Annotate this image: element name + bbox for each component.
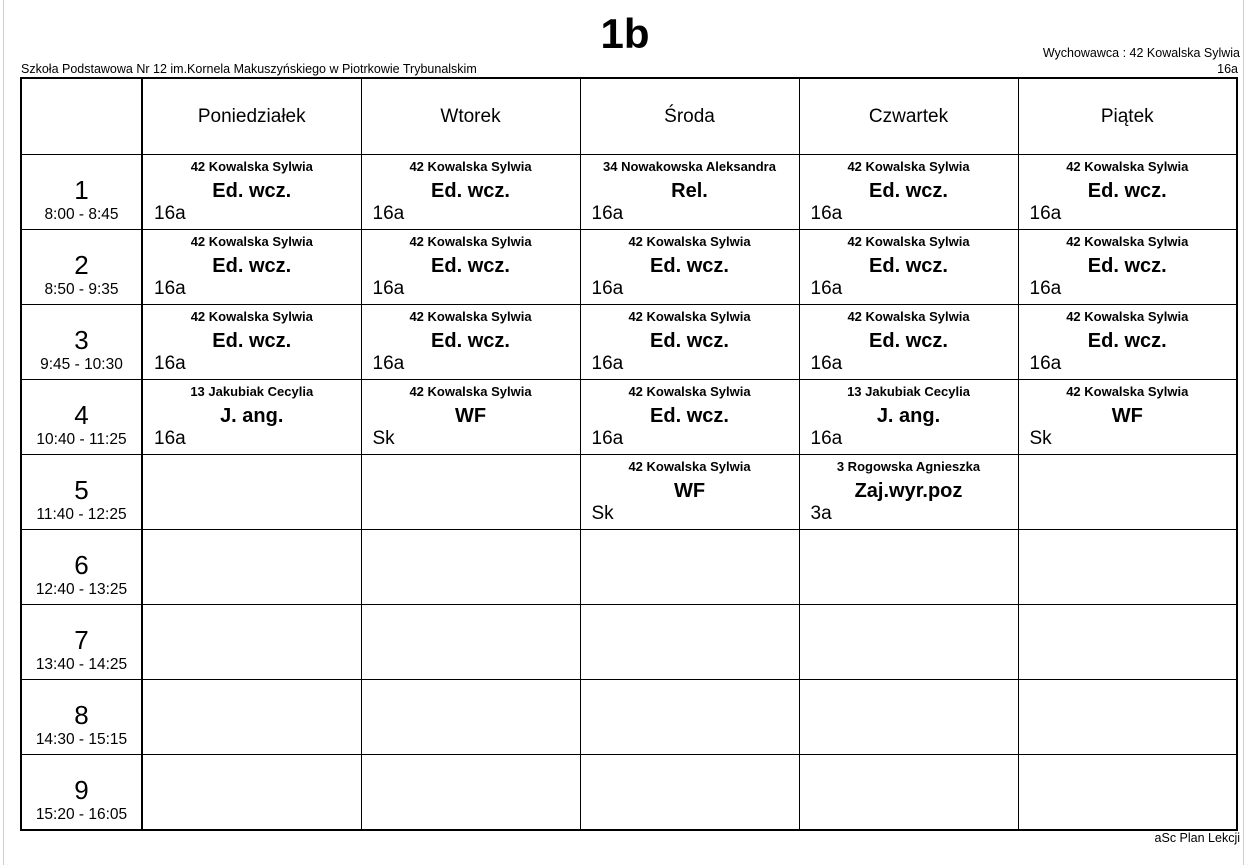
day-header-row: [21, 78, 1237, 155]
lesson-teacher: 42 Kowalska Sylwia: [1066, 234, 1189, 249]
lesson-room: 16a: [154, 353, 186, 374]
lesson-room: 16a: [154, 278, 186, 299]
lesson-cell[interactable]: [361, 230, 580, 305]
period-time: 9:45 - 10:30: [40, 356, 123, 373]
period-row: [21, 530, 1237, 605]
period-cell: [21, 155, 142, 230]
lesson-cell[interactable]: [580, 380, 799, 455]
lesson-subject: WF: [454, 405, 487, 427]
lesson-room: 16a: [810, 278, 843, 299]
period-time: 8:00 - 8:45: [44, 206, 119, 223]
right-page-border: [1243, 0, 1244, 865]
period-number: 4: [74, 400, 89, 430]
lesson-room: 16a: [810, 353, 843, 374]
head-teacher: Wychowawca : 42 Kowalska Sylwia: [1042, 46, 1240, 60]
period-row: [21, 230, 1237, 305]
period-cell: [21, 530, 142, 605]
lesson-teacher: 13 Jakubiak Cecylia: [847, 384, 970, 399]
lesson-subject: Ed. wcz.: [1087, 180, 1167, 202]
lesson-cell[interactable]: [580, 455, 799, 530]
timetable: [20, 77, 1238, 831]
lesson-cell[interactable]: [580, 680, 799, 755]
period-row: [21, 305, 1237, 380]
lesson-subject: Ed. wcz.: [650, 330, 729, 352]
lesson-subject: Ed. wcz.: [1087, 330, 1167, 352]
lesson-subject: J. ang.: [220, 405, 284, 427]
lesson-cell[interactable]: [361, 755, 580, 831]
lesson-teacher: 42 Kowalska Sylwia: [1066, 159, 1189, 174]
period-row: [21, 680, 1237, 755]
lesson-cell[interactable]: [142, 680, 361, 755]
period-cell: [21, 380, 142, 455]
period-row: [21, 380, 1237, 455]
lesson-room: 16a: [372, 278, 405, 299]
lesson-cell[interactable]: [361, 680, 580, 755]
lesson-teacher: 42 Kowalska Sylwia: [1066, 309, 1189, 324]
lesson-cell[interactable]: [799, 530, 1018, 605]
lesson-subject: Ed. wcz.: [431, 255, 510, 277]
lesson-cell[interactable]: [1018, 530, 1237, 605]
lesson-cell[interactable]: [580, 530, 799, 605]
lesson-teacher: 42 Kowalska Sylwia: [628, 309, 751, 324]
lesson-cell[interactable]: [1018, 680, 1237, 755]
lesson-room: 16a: [1029, 278, 1062, 299]
lesson-cell[interactable]: [361, 380, 580, 455]
lesson-teacher: 42 Kowalska Sylwia: [409, 234, 532, 249]
lesson-room: 16a: [591, 278, 624, 299]
lesson-subject: Ed. wcz.: [650, 405, 729, 427]
day-header: Piątek: [1018, 78, 1237, 155]
lesson-room: 16a: [591, 203, 624, 224]
lesson-subject: Ed. wcz.: [431, 330, 510, 352]
period-time: 10:40 - 11:25: [36, 431, 127, 448]
period-number: 6: [74, 550, 89, 580]
lesson-subject: Ed. wcz.: [869, 330, 948, 352]
period-time: 14:30 - 15:15: [35, 731, 128, 748]
period-cell: [21, 605, 142, 680]
timetable-body: [21, 155, 1237, 831]
period-number: 8: [74, 700, 89, 730]
lesson-cell[interactable]: [799, 305, 1018, 380]
lesson-cell[interactable]: [361, 605, 580, 680]
lesson-cell[interactable]: [580, 755, 799, 831]
lesson-room: 16a: [591, 353, 624, 374]
lesson-cell[interactable]: [361, 455, 580, 530]
lesson-teacher: 3 Rogowska Agnieszka: [836, 459, 981, 474]
lesson-room: Sk: [1029, 428, 1052, 449]
lesson-subject: Ed. wcz.: [431, 180, 510, 202]
period-time: 8:50 - 9:35: [44, 281, 119, 298]
lesson-cell[interactable]: [142, 155, 361, 230]
lesson-room: 16a: [591, 428, 624, 449]
class-title: 1b: [600, 10, 650, 57]
lesson-cell[interactable]: [1018, 605, 1237, 680]
lesson-room: 16a: [810, 428, 843, 449]
period-time: 15:20 - 16:05: [35, 806, 128, 823]
lesson-cell[interactable]: [361, 155, 580, 230]
lesson-cell[interactable]: [580, 155, 799, 230]
lesson-cell[interactable]: [1018, 155, 1237, 230]
lesson-cell[interactable]: [142, 380, 361, 455]
lesson-room: 16a: [1029, 203, 1062, 224]
lesson-room: Sk: [372, 428, 395, 449]
lesson-cell[interactable]: [142, 530, 361, 605]
lesson-cell[interactable]: [799, 455, 1018, 530]
period-time: 12:40 - 13:25: [35, 581, 128, 598]
lesson-teacher: 42 Kowalska Sylwia: [409, 309, 532, 324]
day-header: Czwartek: [799, 78, 1018, 155]
day-header: Środa: [580, 78, 799, 155]
period-number: 5: [74, 475, 89, 505]
lesson-subject: Ed. wcz.: [212, 330, 292, 352]
lesson-teacher: 13 Jakubiak Cecylia: [190, 384, 314, 399]
lesson-room: 16a: [372, 203, 405, 224]
lesson-teacher: 42 Kowalska Sylwia: [190, 309, 313, 324]
lesson-subject: Ed. wcz.: [650, 255, 729, 277]
lesson-cell[interactable]: [799, 155, 1018, 230]
period-cell: [21, 755, 142, 831]
lesson-room: 16a: [372, 353, 405, 374]
lesson-teacher: 42 Kowalska Sylwia: [847, 159, 970, 174]
lesson-cell[interactable]: [799, 380, 1018, 455]
lesson-cell[interactable]: [799, 755, 1018, 831]
lesson-teacher: 42 Kowalska Sylwia: [190, 159, 313, 174]
lesson-cell[interactable]: [1018, 380, 1237, 455]
lesson-cell[interactable]: [580, 305, 799, 380]
lesson-teacher: 42 Kowalska Sylwia: [409, 384, 532, 399]
period-number: 3: [74, 325, 89, 355]
lesson-cell[interactable]: [1018, 230, 1237, 305]
lesson-cell[interactable]: [1018, 755, 1237, 831]
lesson-teacher: 42 Kowalska Sylwia: [628, 384, 751, 399]
period-row: [21, 455, 1237, 530]
lesson-teacher: 42 Kowalska Sylwia: [409, 159, 532, 174]
lesson-teacher: 42 Kowalska Sylwia: [190, 234, 313, 249]
lesson-cell[interactable]: [142, 605, 361, 680]
period-number: 1: [74, 175, 89, 205]
lesson-cell[interactable]: [142, 755, 361, 831]
lesson-cell[interactable]: [142, 305, 361, 380]
lesson-teacher: 42 Kowalska Sylwia: [628, 234, 751, 249]
lesson-cell[interactable]: [142, 455, 361, 530]
lesson-subject: J. ang.: [876, 405, 941, 427]
period-row: [21, 605, 1237, 680]
lesson-subject: Rel.: [671, 180, 708, 202]
lesson-cell[interactable]: [361, 305, 580, 380]
period-cell: [21, 230, 142, 305]
lesson-subject: Ed. wcz.: [212, 180, 292, 202]
period-number: 9: [74, 775, 89, 805]
lesson-cell[interactable]: [361, 530, 580, 605]
day-header: Poniedziałek: [142, 78, 361, 155]
period-cell: [21, 455, 142, 530]
lesson-cell[interactable]: [142, 230, 361, 305]
lesson-cell[interactable]: [799, 680, 1018, 755]
period-number: 7: [74, 625, 89, 655]
lesson-room: Sk: [591, 503, 614, 524]
corner-cell: [21, 78, 142, 155]
lesson-cell[interactable]: [580, 605, 799, 680]
lesson-teacher: 42 Kowalska Sylwia: [847, 234, 970, 249]
lesson-cell[interactable]: [799, 605, 1018, 680]
school-name: Szkoła Podstawowa Nr 12 im.Kornela Makuszyńskiego w Piotrkowie Trybunalskim: [21, 62, 477, 76]
lesson-cell[interactable]: [1018, 455, 1237, 530]
lesson-subject: Ed. wcz.: [1087, 255, 1167, 277]
lesson-room: 16a: [1029, 353, 1062, 374]
period-time: 11:40 - 12:25: [36, 506, 127, 523]
lesson-subject: Ed. wcz.: [869, 180, 948, 202]
lesson-subject: Ed. wcz.: [869, 255, 948, 277]
lesson-subject: Zaj.wyr.poz: [854, 480, 963, 502]
day-header: Wtorek: [361, 78, 580, 155]
lesson-room: 16a: [810, 203, 843, 224]
period-row: [21, 755, 1237, 831]
lesson-room: 16a: [154, 428, 186, 449]
lesson-subject: WF: [1111, 405, 1143, 427]
lesson-cell[interactable]: [799, 230, 1018, 305]
lesson-teacher: 42 Kowalska Sylwia: [628, 459, 751, 474]
footer-credit: aSc Plan Lekcji: [1154, 831, 1240, 845]
head-teacher-room: 16a: [1217, 62, 1238, 76]
left-page-border: [3, 0, 4, 865]
period-cell: [21, 680, 142, 755]
lesson-subject: Ed. wcz.: [212, 255, 292, 277]
period-time: 13:40 - 14:25: [35, 656, 128, 673]
lesson-teacher: 34 Nowakowska Aleksandra: [603, 159, 776, 174]
period-cell: [21, 305, 142, 380]
period-row: [21, 155, 1237, 230]
lesson-teacher: 42 Kowalska Sylwia: [847, 309, 970, 324]
lesson-room: 16a: [154, 203, 186, 224]
lesson-teacher: 42 Kowalska Sylwia: [1066, 384, 1189, 399]
lesson-cell[interactable]: [580, 230, 799, 305]
period-number: 2: [74, 250, 89, 280]
lesson-cell[interactable]: [1018, 305, 1237, 380]
lesson-subject: WF: [673, 480, 706, 502]
lesson-room: 3a: [810, 503, 832, 524]
